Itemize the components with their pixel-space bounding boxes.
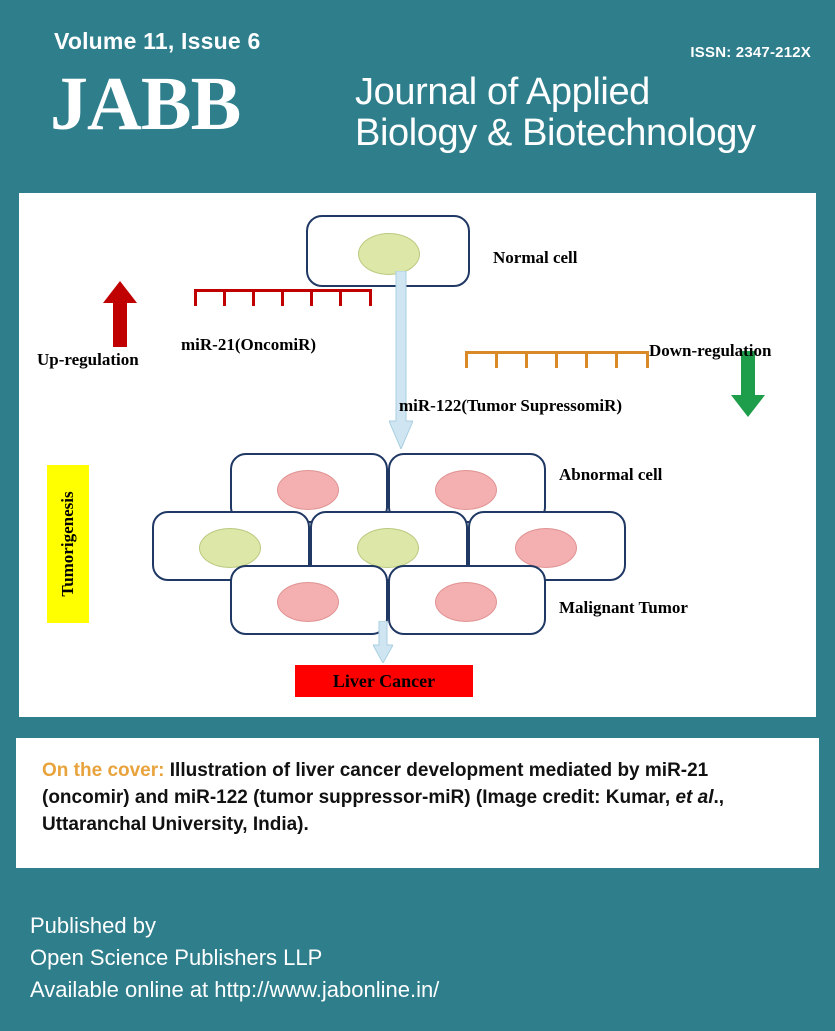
journal-full-title: [355, 72, 756, 154]
journal-title-line-1: Journal of Applied: [355, 71, 650, 113]
flow-arrow-down-icon: [389, 271, 413, 449]
tumorigenesis-banner: [47, 465, 89, 623]
nucleus-pink-icon: [277, 582, 339, 622]
publisher-prefix: Published by: [30, 913, 156, 938]
normal-cell-box: [306, 215, 470, 287]
journal-abbreviation: JABB: [50, 62, 241, 146]
nucleus-pink-icon: [277, 470, 339, 510]
abnormal-cell-label: Abnormal cell: [559, 465, 663, 484]
cover-caption: [42, 758, 793, 839]
caption-part-1: Illustration of liver cancer development mediated by miR-21 (oncomir) and miR-122 (tumor suppressor-miR) (Image credit: Kumar,: [42, 760, 709, 808]
normal-cell-label: Normal cell: [493, 248, 578, 267]
flow-arrow-down-icon: [373, 621, 393, 663]
publisher-name: Open Science Publishers LLP: [30, 944, 323, 970]
mir21-comb-icon: [194, 289, 372, 309]
website-line[interactable]: Available online at http://www.jabonline.in/: [30, 976, 440, 1002]
nucleus-green-icon: [357, 528, 419, 568]
caption-lead-label: On the cover:: [42, 760, 165, 781]
liver-cancer-banner: [295, 665, 473, 697]
nucleus-green-icon: [358, 233, 420, 275]
nucleus-pink-icon: [435, 470, 497, 510]
journal-logo: [50, 62, 810, 170]
up-regulation-label: Up-regulation: [37, 350, 139, 369]
journal-title-line-2: Biology & Biotechnology: [355, 112, 756, 155]
nucleus-pink-icon: [435, 582, 497, 622]
tumor-cell-box: [388, 565, 546, 635]
caption-part-2: ., Uttaranchal University, India).: [42, 786, 725, 835]
masthead: [16, 12, 819, 177]
nucleus-green-icon: [199, 528, 261, 568]
cover-figure: [19, 193, 816, 717]
cover-caption-panel: [16, 738, 819, 868]
volume-issue-label: Volume 11, Issue 6: [54, 28, 261, 54]
mir122-label: miR-122(Tumor SupressomiR): [399, 396, 623, 415]
liver-cancer-label: Liver Cancer: [332, 670, 436, 691]
nucleus-pink-icon: [515, 528, 577, 568]
up-regulation-arrow-icon: [103, 281, 137, 347]
mir122-comb-icon: [465, 351, 649, 371]
footer: [16, 886, 819, 1016]
malignant-tumor-label: Malignant Tumor: [559, 598, 688, 617]
cover-figure-panel: [16, 190, 819, 720]
issn-label: ISSN: 2347-212X: [690, 44, 811, 61]
tumor-cell-box: [230, 565, 388, 635]
tumorigenesis-label: Tumorigenesis: [58, 491, 77, 597]
down-regulation-label: Down-regulation: [649, 341, 772, 360]
mir21-label: miR-21(OncomiR): [181, 335, 317, 354]
caption-italic-text: et al: [675, 786, 714, 808]
